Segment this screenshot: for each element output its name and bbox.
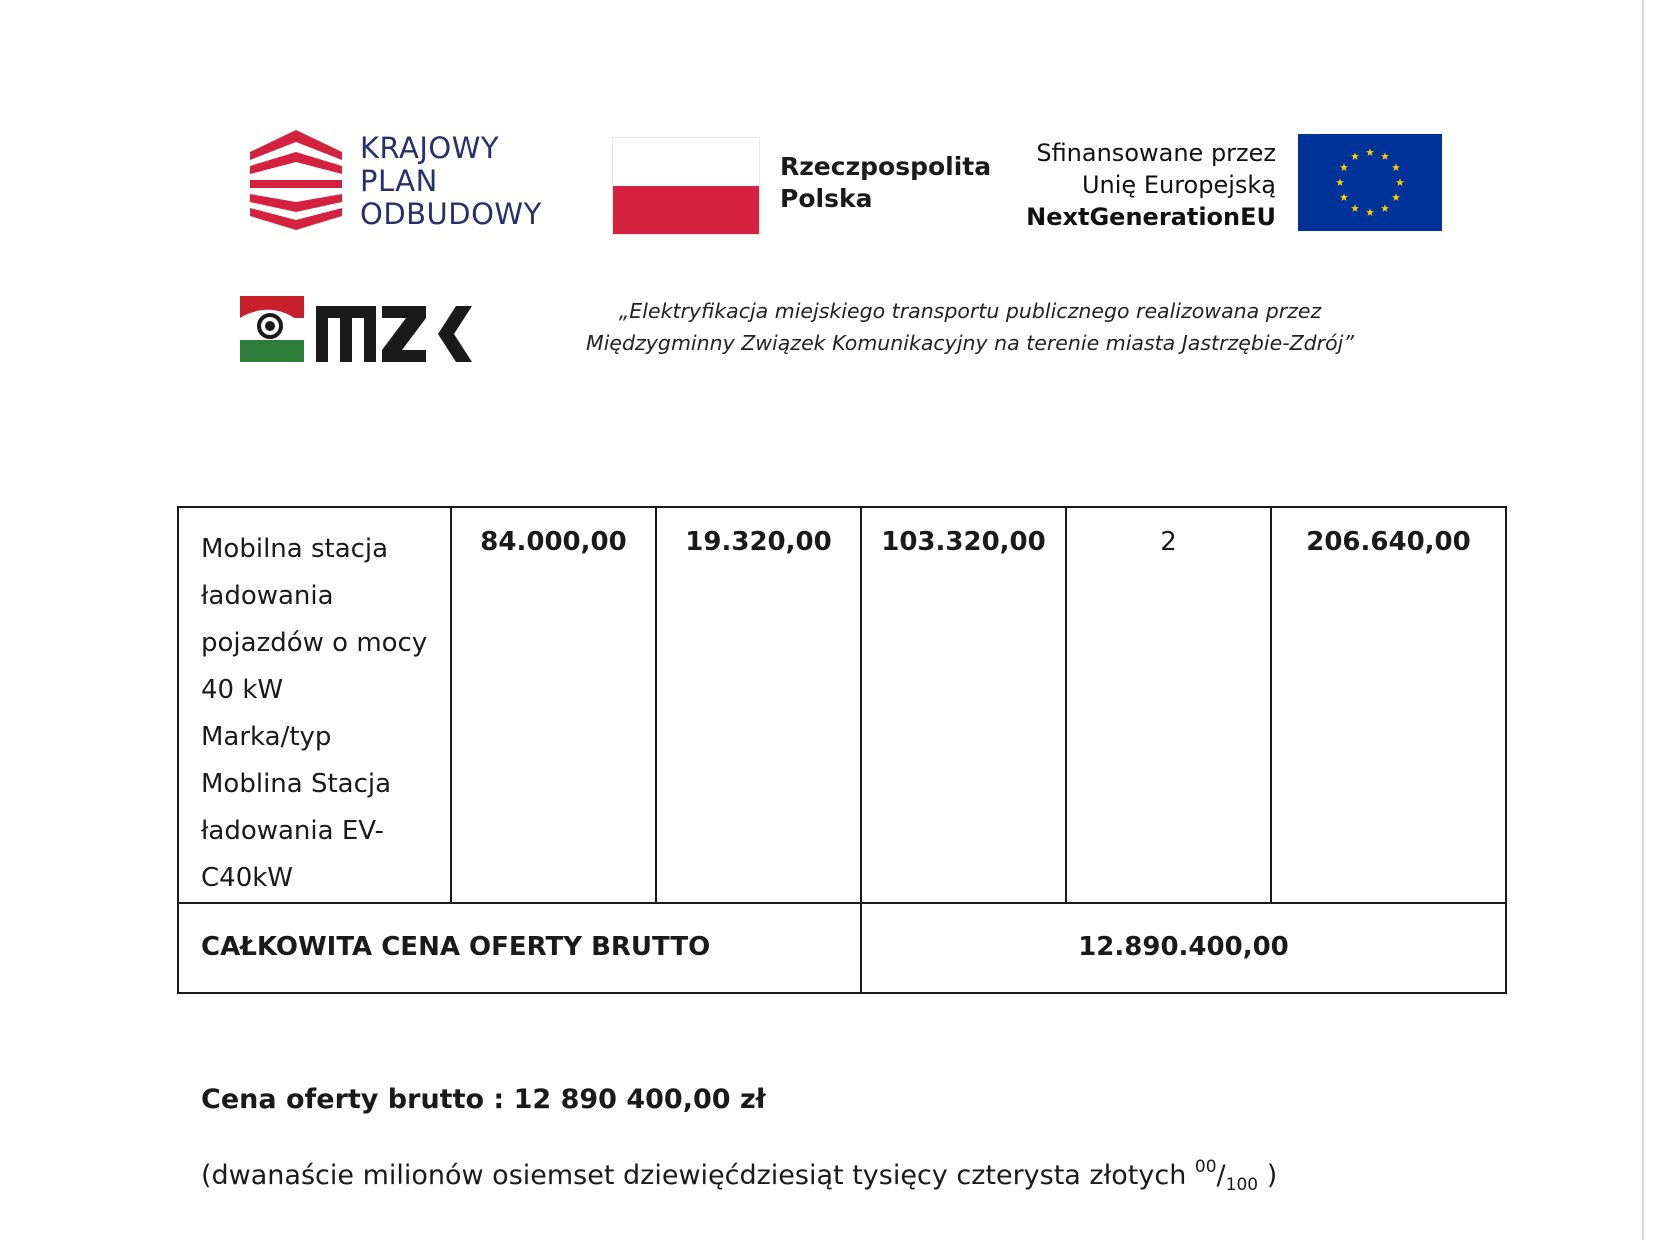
description-line: C40kW [201,863,294,893]
total-row [178,903,1506,993]
total-value: 12.890.400,00 [1078,932,1289,962]
project-quote-line-1: „Elektryfikacja miejskiego transportu publicznego realizowana przez [618,299,1322,323]
eu-funding-text [1026,137,1276,233]
eu-line-2: Unię Europejską [1081,171,1276,199]
kpo-logo-icon [250,130,342,230]
description-line: Moblina Stacja [201,769,392,799]
eu-line-3: NextGenerationEU [1026,203,1276,231]
polish-flag-icon [612,137,760,235]
kpo-line-2: PLAN [360,164,438,198]
description-line: ładowania [201,581,334,611]
fraction-slash: / [1216,1160,1226,1191]
price-in-words-text: (dwanaście milionów osiemset dziewięćdziesiąt tysięcy czterysta złotych [201,1160,1195,1191]
description-line: Mobilna stacja [201,534,389,564]
table-row [178,507,1506,903]
closing-paren: ) [1258,1160,1278,1191]
vat-cell [656,507,861,903]
eu-flag-icon [1298,134,1442,231]
row-total: 206.640,00 [1306,527,1471,557]
item-description [179,508,450,902]
poland-line-1: Rzeczpospolita [780,152,992,181]
description-line: 40 kW [201,675,284,705]
kpo-line-1: KRAJOWY [360,131,500,165]
gross-price: 103.320,00 [881,527,1046,557]
net-price: 84.000,00 [480,527,627,557]
row-total-cell [1271,507,1506,903]
offer-table [177,506,1507,994]
page-edge [1642,0,1644,1240]
eu-line-1: Sfinansowane przez [1036,139,1276,167]
mzk-logo-icon [240,296,480,362]
description-line: ładowania EV- [201,816,384,846]
description-cell [178,507,451,903]
grosze-denominator: 100 [1225,1175,1259,1195]
quantity: 2 [1160,527,1177,557]
vat-amount: 19.320,00 [685,527,832,557]
description-line: pojazdów o mocy [201,628,428,658]
total-value-cell [861,903,1506,993]
gross-price-cell [861,507,1066,903]
grosze-numerator: 00 [1194,1157,1217,1177]
kpo-logo-text [360,132,542,231]
project-quote [540,295,1400,359]
total-label-cell [178,903,861,993]
net-price-cell [451,507,656,903]
poland-line-2: Polska [780,184,873,213]
kpo-line-3: ODBUDOWY [360,197,542,231]
project-quote-line-2: Międzygminny Związek Komunikacyjny na terenie miasta Jastrzębie-Zdrój” [586,331,1354,355]
total-label: CAŁKOWITA CENA OFERTY BRUTTO [201,932,711,962]
description-line: Marka/typ [201,722,332,752]
poland-logo-text [780,151,991,215]
quantity-cell [1066,507,1271,903]
offer-price-line: Cena oferty brutto : 12 890 400,00 zł [201,1084,766,1115]
price-in-words [201,1157,1277,1195]
